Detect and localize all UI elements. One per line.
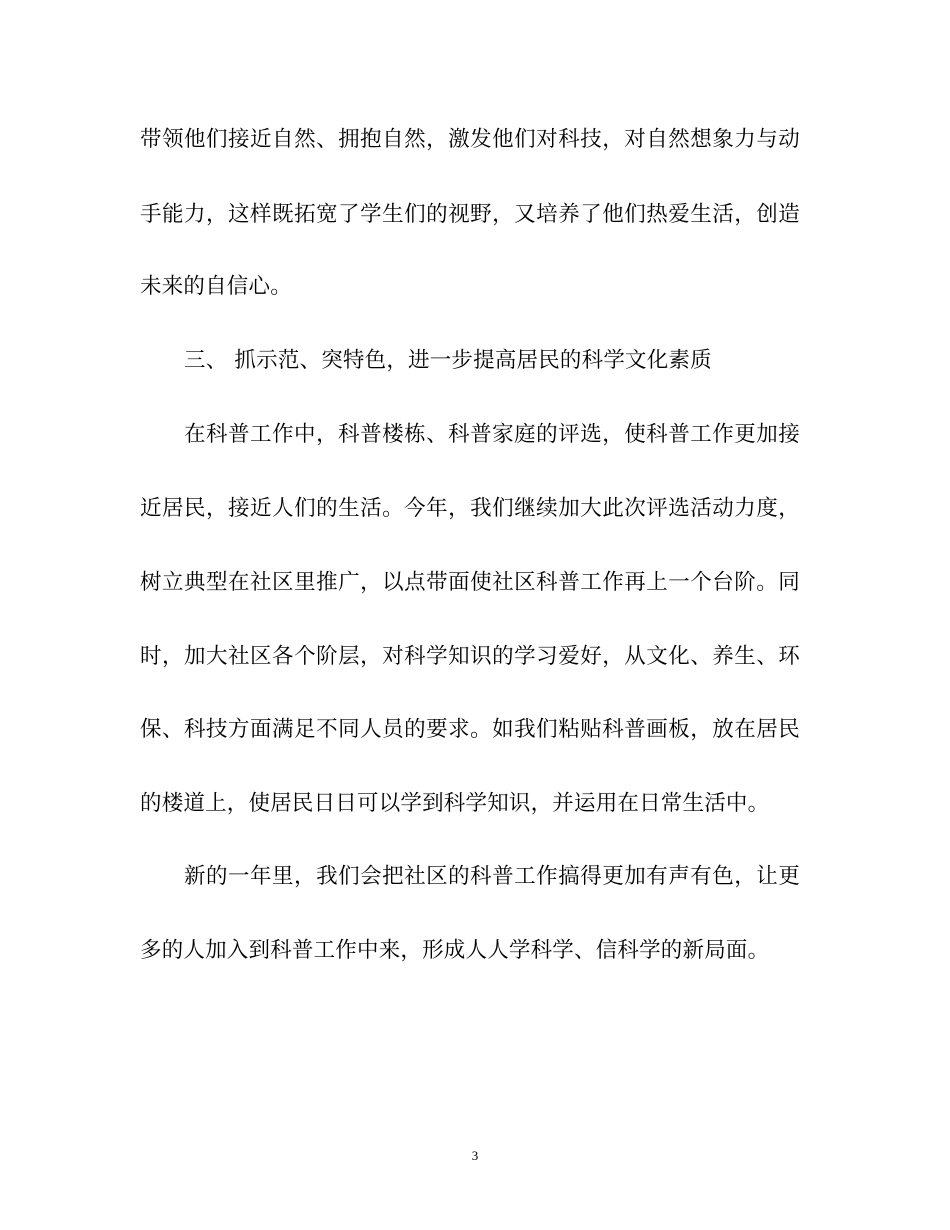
body-line: 树立典型在社区里推广，以点带面使社区科普工作再上一个台阶。同 [140,570,800,595]
body-line: 的楼道上，使居民日日可以学到科学知识，并运用在日常生活中。 [140,791,770,816]
body-line: 近居民，接近人们的生活。今年，我们继续加大此次评选活动力度， [140,496,800,521]
body-line: 手能力，这样既拓宽了学生们的视野，又培养了他们热爱生活，创造 [140,202,800,227]
body-line: 在科普工作中，科普楼栋、科普家庭的评选，使科普工作更加接 [184,422,800,447]
body-line: 时，加大社区各个阶层，对科学知识的学习爱好，从文化、养生、环 [140,644,800,669]
body-line: 多的人加入到科普工作中来，形成人人学科学、信科学的新局面。 [140,938,770,963]
body-line: 未来的自信心。 [140,274,292,299]
body-line: 带领他们接近自然、拥抱自然，激发他们对科技，对自然想象力与动 [140,127,800,152]
section-heading: 三、 抓示范、突特色，进一步提高居民的科学文化素质 [184,348,712,373]
page-number: 3 [471,1148,479,1163]
body-line: 保、科技方面满足不同人员的要求。如我们粘贴科普画板，放在居民 [140,717,800,742]
body-line: 新的一年里，我们会把社区的科普工作搞得更加有声有色，让更 [184,864,800,889]
